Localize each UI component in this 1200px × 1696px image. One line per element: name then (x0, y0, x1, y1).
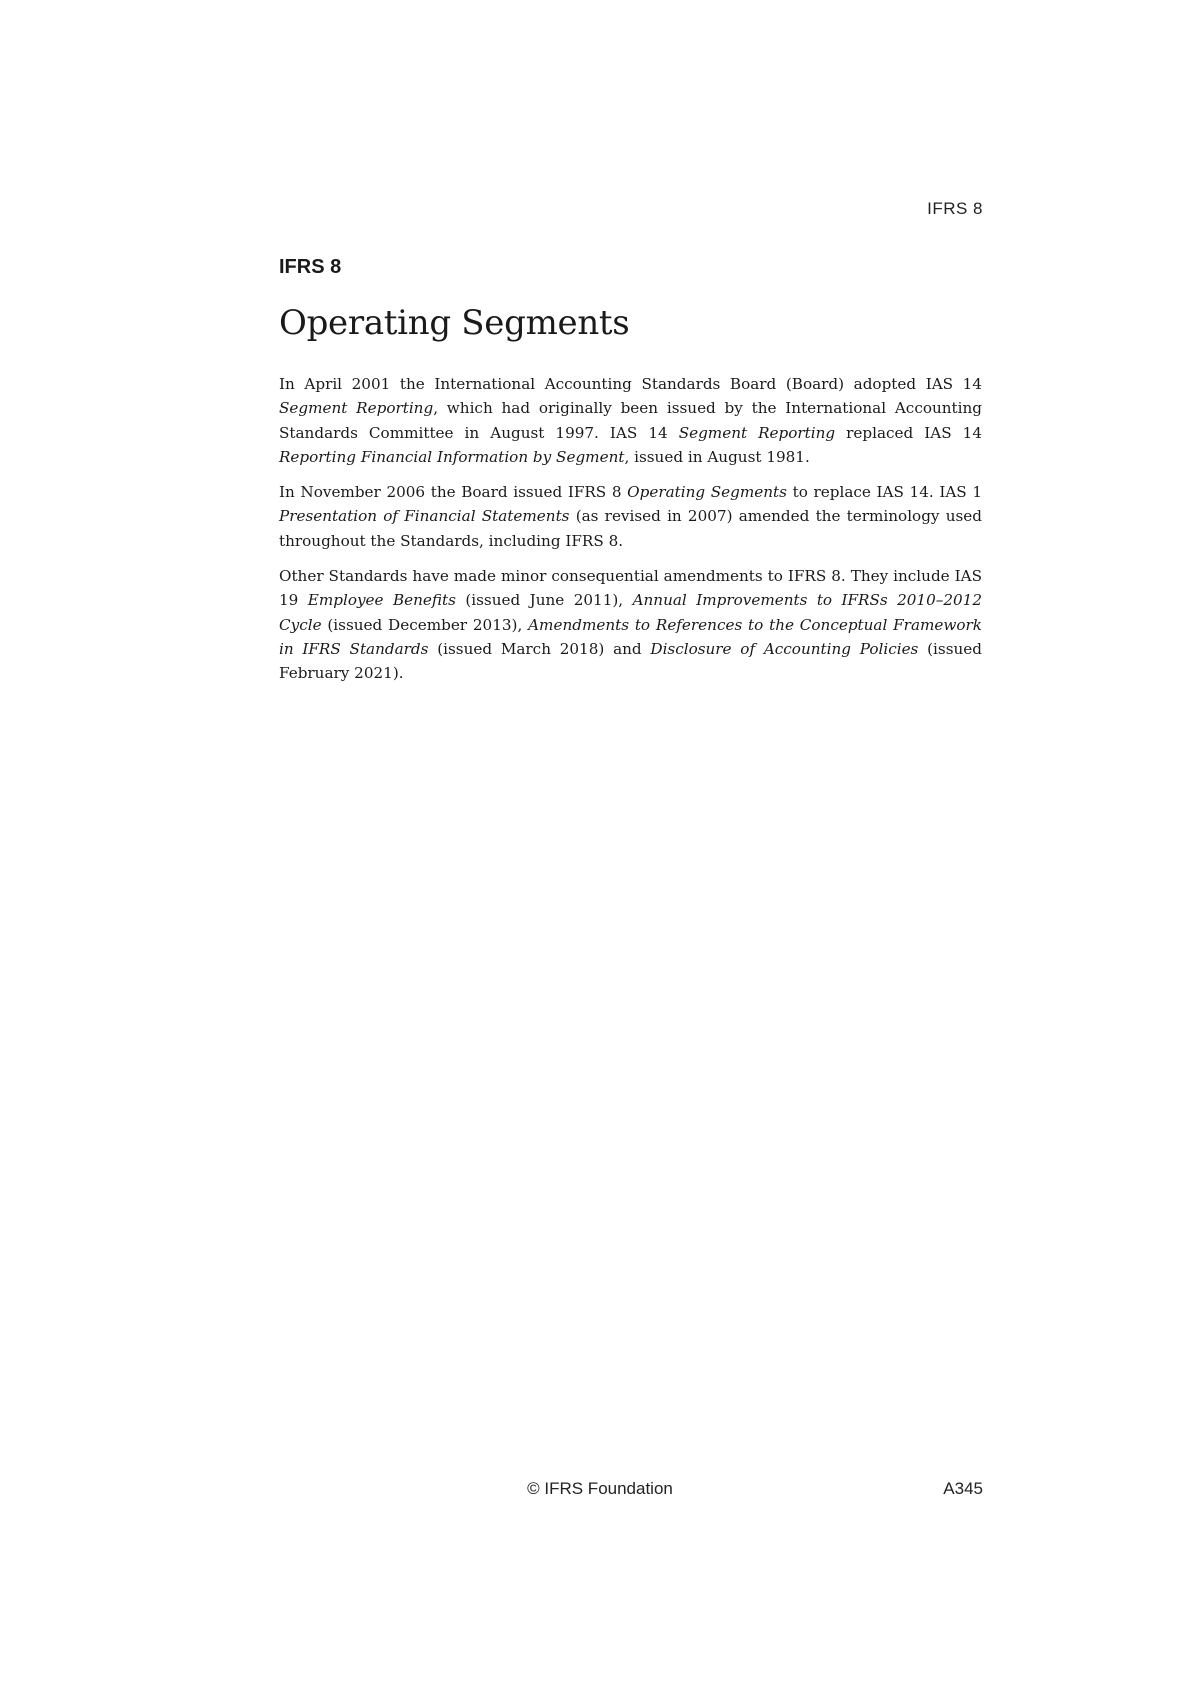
running-head: IFRS 8 (927, 199, 983, 218)
footer-copyright: © IFRS Foundation (527, 1479, 673, 1498)
italic-citation: Presentation of Financial Statements (279, 507, 570, 526)
footer-page-number: A345 (943, 1479, 983, 1498)
paragraph (279, 372, 982, 469)
text-run: , issued in August 1981. (624, 447, 810, 466)
italic-citation: Employee Benefits (307, 591, 456, 610)
paragraph (279, 564, 982, 685)
standard-code: IFRS 8 (279, 256, 342, 278)
text-run: (issued June 2011), (455, 591, 633, 610)
italic-citation: Reporting Financial Information by Segment (279, 447, 625, 466)
text-run: (as revised in 2007) amended the terminology used throughout the Standards, including IFRS 8. (279, 507, 982, 550)
italic-citation: Segment Reporting (279, 399, 434, 418)
paragraph (279, 480, 982, 553)
text-run: (issued December 2013), (321, 615, 529, 634)
text-run: Other Standards have made minor consequential amendments to IFRS 8. They include IAS 19 (279, 567, 982, 610)
document-body (279, 372, 982, 686)
document-content (279, 254, 982, 697)
text-run: In April 2001 the International Accounting Standards Board (Board) adopted IAS 14 (279, 375, 982, 393)
text-run: In November 2006 the Board issued IFRS 8 (279, 483, 628, 502)
italic-citation: Amendments to References to the Conceptual Framework in IFRS Standards (279, 615, 982, 658)
text-run: to replace IAS 14. IAS 1 (786, 483, 983, 502)
text-run: , which had originally been issued by the International Accounting Standards Committee in August 1997. IAS 14 (279, 399, 982, 442)
italic-citation: Disclosure of Accounting Policies (650, 639, 919, 658)
page-title: Operating Segments (279, 303, 630, 343)
text-run: (issued March 2018) and (428, 639, 651, 658)
italic-citation: Segment Reporting (678, 423, 836, 442)
text-run: (issued February 2021). (279, 639, 982, 683)
italic-citation: Operating Segments (627, 483, 787, 502)
italic-citation: Annual Improvements to IFRSs 2010–2012 Cycle (279, 591, 982, 634)
text-run: replaced IAS 14 (835, 423, 983, 442)
